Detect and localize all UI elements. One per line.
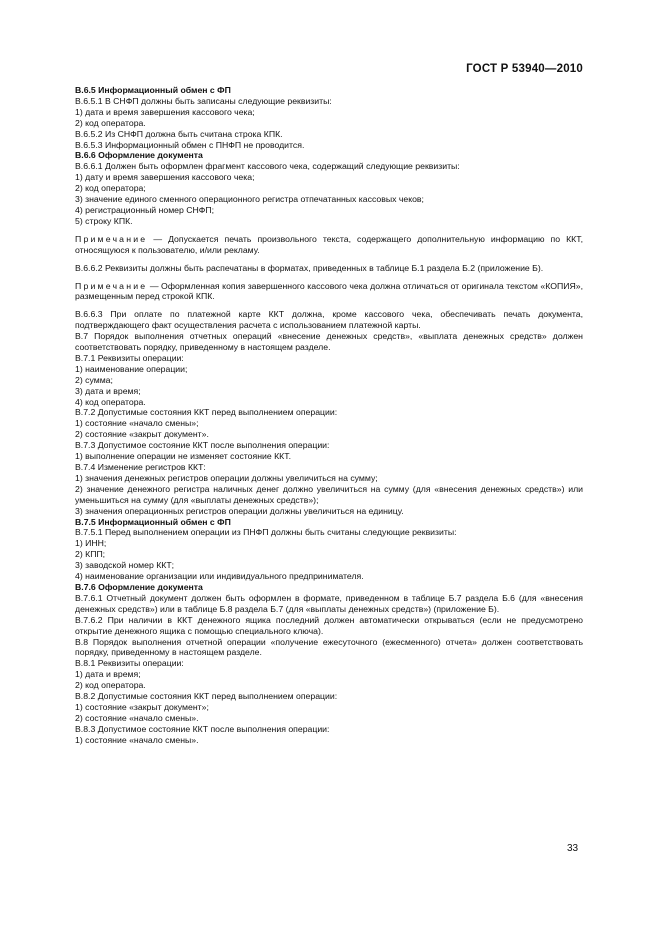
list-item: 3) дата и время; [75,385,141,396]
paragraph: В.6.5.3 Информационный обмен с ПНФП не проводится. [75,139,305,150]
list-item: 1) состояние «начало смены»; [75,418,199,429]
note-label: Примечание [75,233,148,244]
list-item: 2) код оператора. [75,117,146,128]
list-item: 2) значение денежного регистра наличных денег должно увеличиться на сумму (для «внесения денежных средств») или уменьшиться на сумму (для «выплаты денежных средств»); [75,483,583,505]
section-heading: В.7.6 Оформление документа [75,581,203,592]
list-item: 2) КПП; [75,549,106,560]
note-label: Примечание [75,280,148,291]
paragraph: В.8.2 Допустимые состояния ККТ перед выполнением операции: [75,691,338,702]
list-item: 2) код оператора. [75,680,146,691]
list-item: 1) дату и время завершения кассового чека; [75,172,255,183]
list-item: 2) код оператора; [75,183,146,194]
note [75,281,583,303]
list-item: 1) наименование операции; [75,363,188,374]
list-item: 1) значения денежных регистров операции должны увеличиться на сумму; [75,472,378,483]
note-text: — Оформленная копия завершенного кассового чека должна отличаться от оригинала текстом «КОПИЯ», размещенным перед строкой КПК. [75,280,583,302]
note-text: — Допускается печать произвольного текста, содержащего дополнительную информацию по ККТ, относящуюся к пользователю, и/или рекламу. [75,233,583,255]
paragraph: В.8.3 Допустимое состояние ККТ после выполнения операции: [75,723,330,734]
paragraph: В.7.2 Допустимые состояния ККТ перед выполнением операции: [75,407,338,418]
paragraph: В.7.4 Изменение регистров ККТ: [75,462,206,472]
paragraph: В.7.3 Допустимое состояние ККТ после выполнения операции: [75,440,330,451]
list-item: 1) выполнение операции не изменяет состояние ККТ. [75,451,291,462]
list-item: 1) дата и время завершения кассового чека; [75,106,255,117]
paragraph: В.7.6.1 Отчетный документ должен быть оформлен в формате, приведенном в таблице Б.7 раздела Б.6 (для «внесения денежных средств») или в таблице Б.8 раздела Б.7 (для «выплаты денежных средств») (приложение Б). [75,592,583,614]
section-heading: В.6.5 Информационный обмен с ФП [75,85,231,95]
paragraph: В.7.1 Реквизиты операции: [75,352,184,363]
standard-header: ГОСТ Р 53940—2010 [466,63,583,75]
list-item: 1) состояние «начало смены». [75,734,199,745]
document-body [75,85,583,746]
paragraph: В.7 Порядок выполнения отчетных операций «внесение денежных средств», «выплата денежных средств» должен соответствовать порядку, приведенному в настоящем разделе. [75,331,583,353]
paragraph: В.6.6.3 При оплате по платежной карте ККТ должна, кроме кассового чека, обеспечивать печать документа, подтверждающего факт осуществления расчета с использованием платежной карты. [75,309,583,331]
list-item: 3) значение единого сменного операционного регистра отпечатанных кассовых чеков; [75,194,424,205]
page-number: 33 [567,843,579,854]
list-item: 3) заводской номер ККТ; [75,560,175,571]
list-item: 1) дата и время; [75,669,141,680]
section-heading: В.7.5 Информационный обмен с ФП [75,516,231,527]
list-item: 2) состояние «закрыт документ». [75,429,209,440]
list-item: 4) код оператора. [75,396,146,407]
paragraph: В.8.1 Реквизиты операции: [75,658,184,669]
list-item: 1) ИНН; [75,538,107,549]
paragraph: В.6.6.2 Реквизиты должны быть распечатаны в форматах, приведенных в таблице Б.1 раздела Б.2 (приложение Б). [75,262,544,273]
paragraph: В.7.6.2 При наличии в ККТ денежного ящика последний должен автоматически открываться (если не предусмотрено открытие денежного ящика с помощью специального ключа). [75,614,583,636]
paragraph: В.8 Порядок выполнения отчетной операции «получение ежесуточного (ежесменного) отчета» должен соответствовать порядку, приведенному в настоящем разделе. [75,636,583,658]
list-item: 1) состояние «закрыт документ»; [75,701,209,712]
paragraph: В.6.5.2 Из СНФП должна быть считана строка КПК. [75,128,283,139]
list-item: 2) состояние «начало смены». [75,712,199,723]
list-item: 4) регистрационный номер СНФП; [75,204,215,215]
paragraph: В.7.5.1 Перед выполнением операции из ПНФП должны быть считаны следующие реквизиты: [75,527,457,538]
list-item: 5) строку КПК. [75,215,133,226]
list-item: 2) сумма; [75,374,113,385]
section-heading: В.6.6 Оформление документа [75,150,203,161]
list-item: 4) наименование организации или индивидуального предпринимателя. [75,571,364,582]
list-item: 3) значения операционных регистров операции должны увеличиться на единицу. [75,505,404,516]
paragraph: В.6.5.1 В СНФП должны быть записаны следующие реквизиты: [75,95,332,106]
paragraph: В.6.6.1 Должен быть оформлен фрагмент кассового чека, содержащий следующие реквизиты: [75,161,460,172]
note [75,234,583,256]
